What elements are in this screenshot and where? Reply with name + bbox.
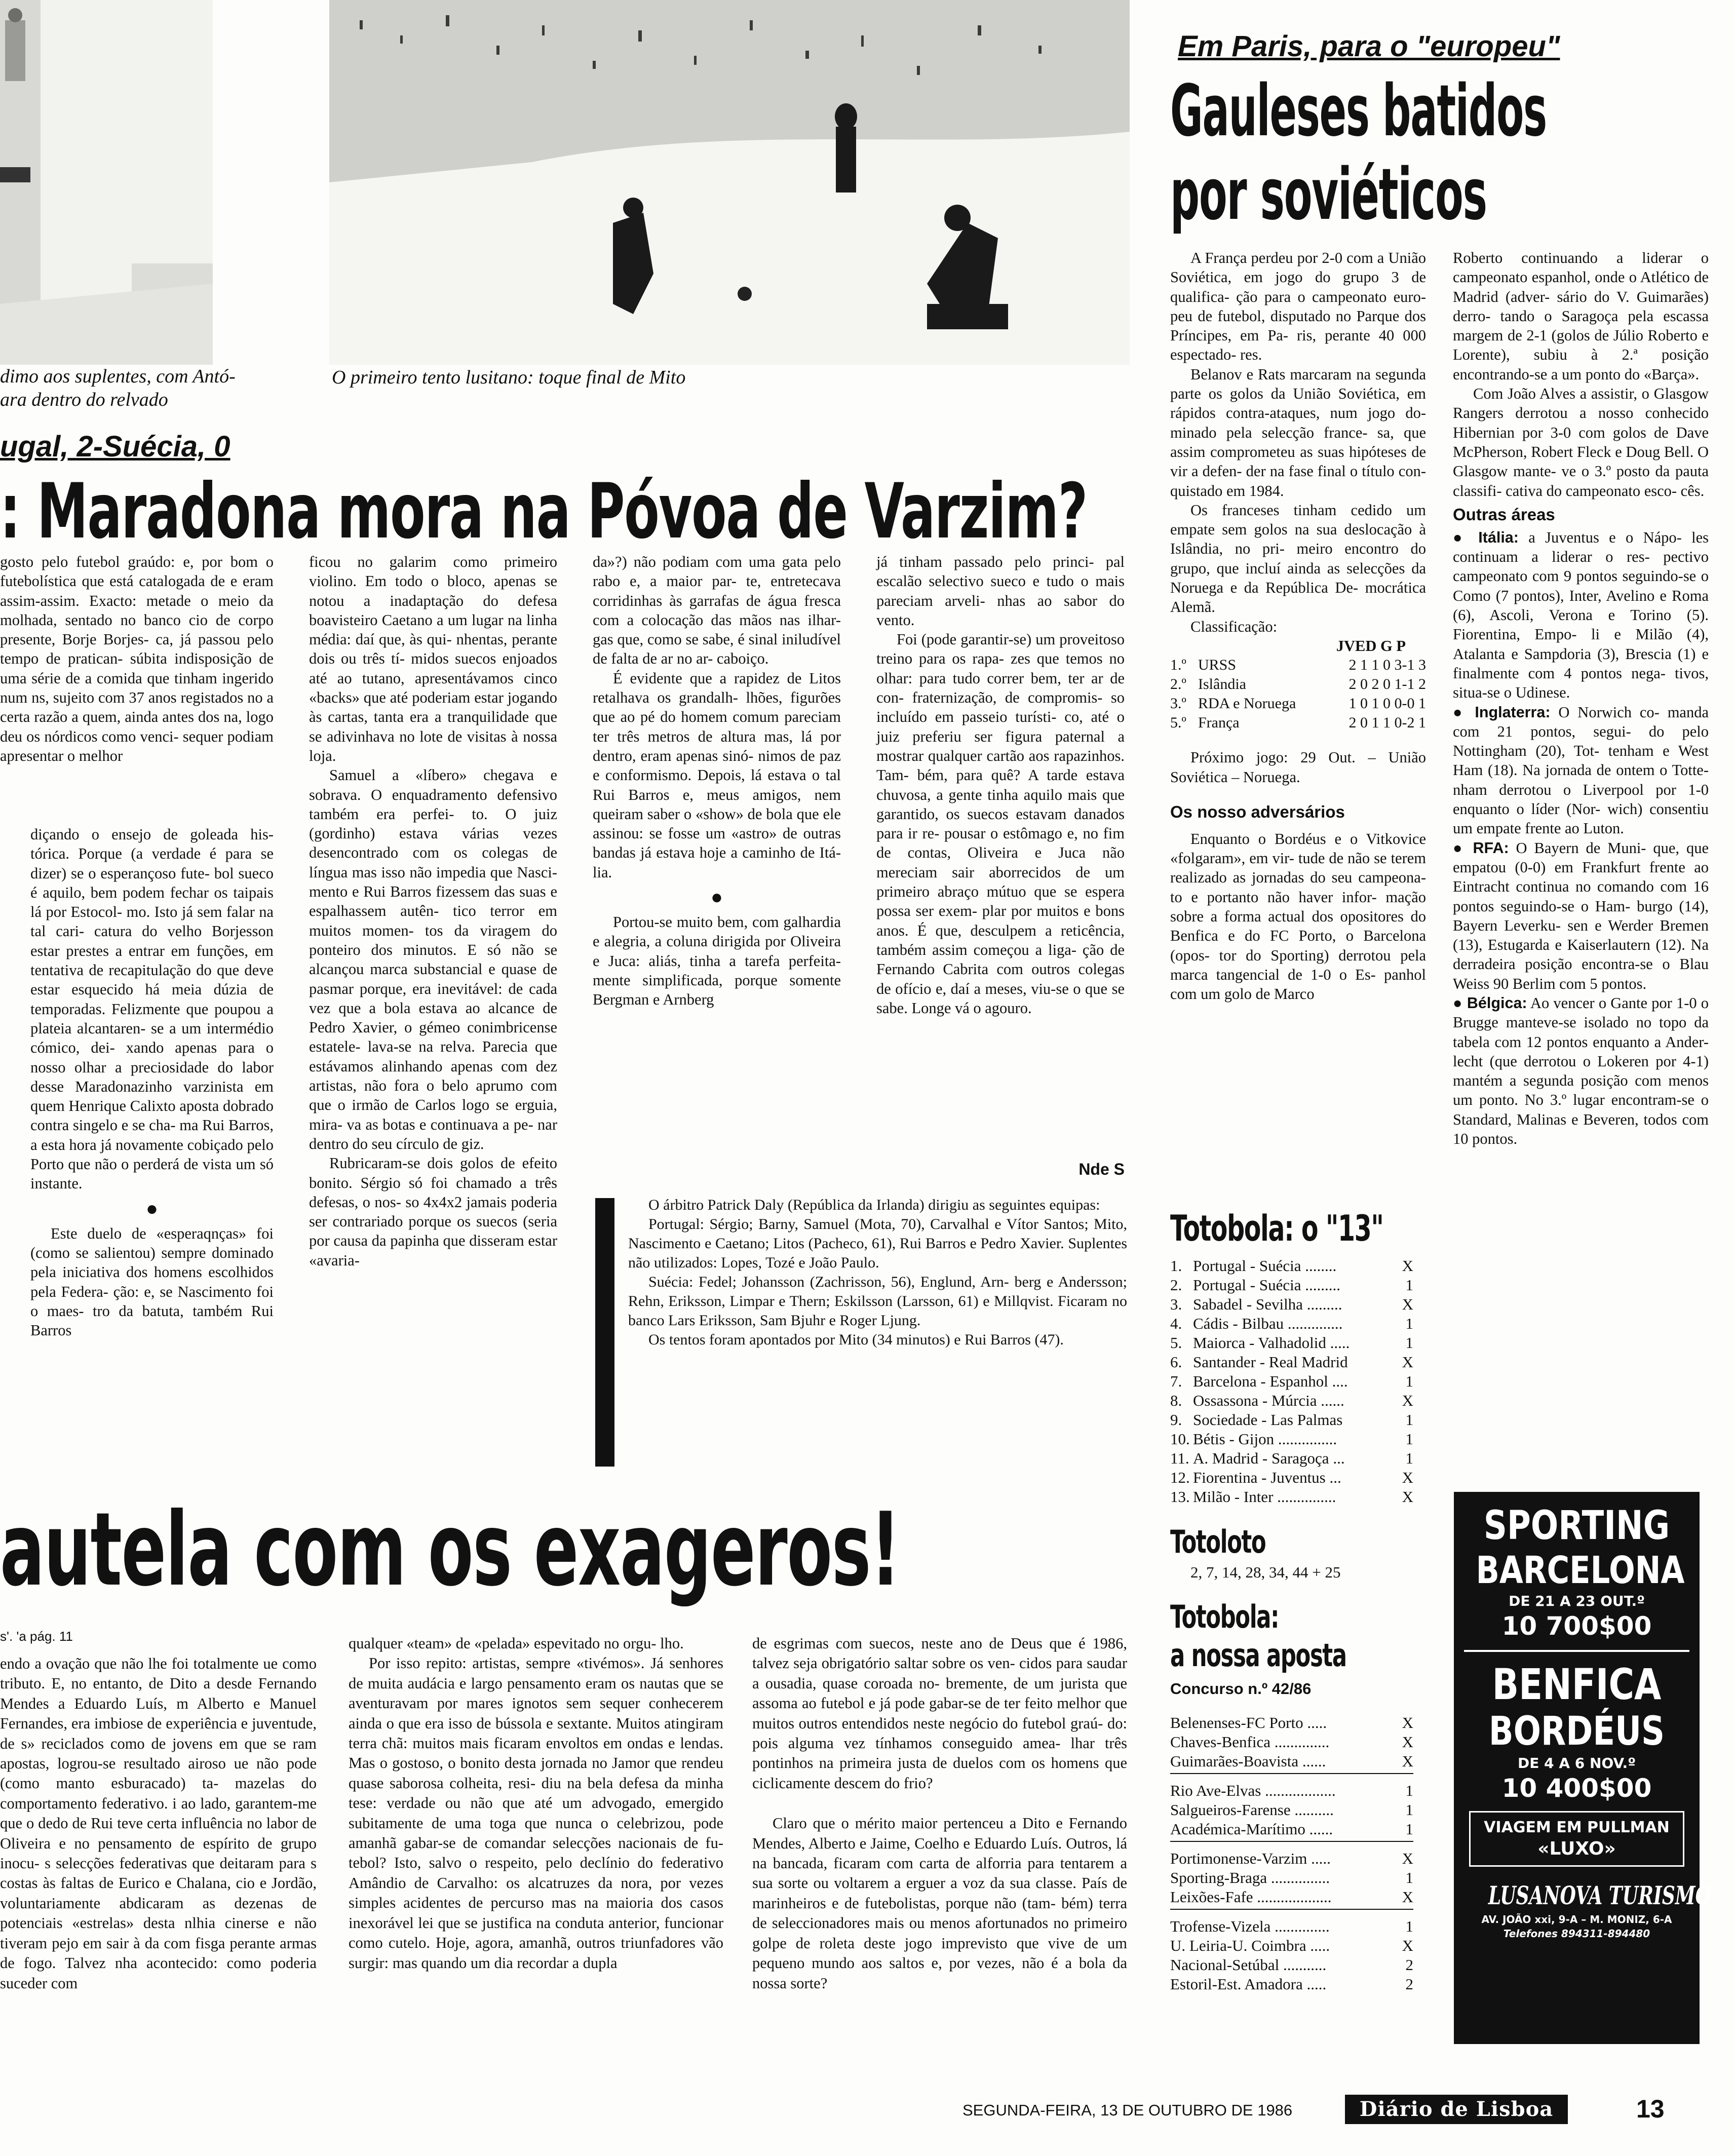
second-col3 [752, 1634, 1127, 1993]
ad-bordeus: BORDÉUS [1488, 1709, 1665, 1754]
main-col1-p1: diçando o ensejo de goleada his- tórica. Porque (a verdade é para se dizer) se o esperançoso fute- bol sueco é aquilo, bem podem fechar os taipais lá por Estocol- mo. Isto já sem falar na tal cari- catura do velho Borjesson estar prestes a entrar em funções, em tentativa de recapitulação do que deve estar esquecido há meia dúzia de temporadas. Felizmente que poupou a plateia alcantaren- se a um intermédio cómico, dei- xando apenas para o nosso olhar a preciosidade do labor desse Maradonazinho varzinista em quem Henrique Calixto aposta dobrado contra singelo e se cha- ma Rui Barros, a esta hora já novamente cobiçado pelo Porto que não o perderá de vista um só instante. [30, 826, 274, 1192]
aposta-result: X [1402, 1752, 1413, 1770]
belgica-label: ● Bélgica: [1453, 994, 1527, 1012]
main-col4-p2: Foi (pode garantir-se) um proveitoso treino para os rapa- zes que temos no olhar: para tudo correr bem, ter ar de con- fraternização, de compromis- so incluído em passeio turísti- co, até o juiz preferiu ser figura paternal a mostrar qualquer cartão aos rapazinhos. Tam- bém, para quê? A tarde estava chuvosa, a gente tinha aquilo mais que garantido, os suecos estavam danados para ir re- pousar o estômago e, no fim de contas, Oliveira e Juca não mereciam sair aborrecidos de um primeiro abraço mútuo que se espera possa ser exem- plar por muitos e bons anos. É que, desculpem a reticência, também assim começou a liga- ção de Fernando Cabrita com outros colegas de ofício e, daí a meses, viu-se o que se sabe. Longe vá o agouro. [876, 631, 1125, 1017]
aposta-match: Belenenses-FC Porto ..... [1170, 1714, 1327, 1731]
second-col1-text: endo a ovação que não lhe foi totalmente ue como tributo. E, no entanto, de Dito a desde Fernando Mendes a Eduardo Luís, m Alberto e Manuel Fernandes, era imbiose de experiência e juventude, de s» reciclados como de jovens em que se ram apostas, logrou-se resultado airoso ue não pode (como manto esburacado) ta- mazelas do comportamento federativo. i ao lado, garantem-me que o dedo de Rui teve certa influência no labor de Oliveira e no pensamento de espírito de grupo inocu- s selecções federativas que deitaram para s costas às faltas de Eurico e Chalana, cio e Jordão, voluntariamente abdicaram as dezenas de potenciais «estrelas» desta nlhia cinerse e não tiveram pejo em sair à da com fisga perante armas de fogo. Talvez nha acontecido: como poderia suceder com [0, 1655, 317, 1992]
aposta-row [1170, 1975, 1413, 1994]
main-col3-p1: da»?) não podiam com uma gata pelo rabo e, a maior par- te, entretecava corridinhas às garrafas de água fresca com a colocação das mãos nas ilhar- gas que, como se sabe, é sinal iniludível de falta de ar no ar- caboiço. [593, 553, 841, 668]
totobola-result: X [1402, 1353, 1413, 1371]
right-p1: Roberto continuando a liderar o campeonato espanhol, onde o Atlético de Madrid (adver- sário do V. Guimarães) derro- tando o Saragoça pela escassa margem de 2-1 (golos de Júlio Roberto e Lorente), subiu à 2.ª posição encontrando-se a um ponto do «Barça». [1453, 249, 1709, 383]
standings-stats: 2 0 1 1 0-2 1 [1348, 714, 1426, 732]
right-inglaterra [1453, 703, 1709, 838]
aposta-group-1 [1170, 1713, 1413, 1774]
totobola-result: 1 [1405, 1411, 1413, 1429]
totobola-match: A. Madrid - Saragoça ... [1193, 1449, 1345, 1467]
euro-next-game: Próximo jogo: 29 Out. – União Soviética – Noruega. [1170, 749, 1426, 786]
photo-left-caption: dimo aos suplentes, com Antó- ara dentro do relvado [0, 366, 236, 410]
standings-pos: 1.º [1170, 657, 1186, 674]
totobola-row [1170, 1314, 1413, 1333]
totobola-row [1170, 1276, 1413, 1295]
main-col1-top-text: gosto pelo futebol graúdo: e, por bom o futebolística que está catalogada de e eram assim-assim. Exacto: metade o meio da molhada, sentado no banco cio de corpo presente, Borje Borjes- ca, já passou pelo tempo de pratican- súbita indisposição de uma série de a comida que tinham ingerido num ns, sujeito com 37 anos registados no a certa razão a quem, ainda antes dos na, logo deu os nórdicos como venci- sequer podiam apresentar o melhor [0, 553, 274, 764]
ad-sporting: SPORTING [1483, 1503, 1670, 1549]
aposta-match: Portimonense-Varzim ..... [1170, 1850, 1331, 1867]
aposta-result: X [1402, 1888, 1413, 1906]
aposta-row [1170, 1781, 1413, 1800]
outras-areas-title: Outras áreas [1453, 505, 1555, 524]
standings-team: França [1198, 714, 1240, 732]
aposta-result: 2 [1405, 1956, 1413, 1974]
inglaterra-label: ● Inglaterra: [1453, 703, 1551, 721]
ad-barcelona: BARCELONA [1476, 1549, 1685, 1592]
lineup-portugal: Portugal: Sérgio; Barny, Samuel (Mota, 70), Carvalhal e Vítor Santos; Mito, Nascimento e Caetano; Litos (Pacheco, 61), Rui Barros e Pedro Xavier. Suplentes não utilizados: Lopes, Tozé e João Paulo. [628, 1216, 1127, 1271]
ad-benfica: BENFICA [1492, 1660, 1662, 1709]
lineup-goals: Os tentos foram apontados por Mito (34 minutos) e Rui Barros (47). [648, 1331, 1064, 1348]
totobola-result: X [1402, 1295, 1413, 1313]
aposta-row [1170, 1955, 1413, 1975]
standings-pos: 5.º [1170, 714, 1186, 732]
main-col2 [309, 552, 557, 1270]
aposta-title-2: a nossa aposta [1170, 1637, 1346, 1674]
ad-dates-2: DE 4 A 6 NOV.º [1518, 1755, 1636, 1772]
travel-advert[interactable] [1454, 1492, 1711, 2044]
aposta-match: Sporting-Braga ............... [1170, 1869, 1330, 1886]
totobola-list [1170, 1256, 1413, 1507]
aposta-result: 2 [1405, 1975, 1413, 1993]
right-rfa [1453, 838, 1709, 993]
standings-row [1170, 675, 1426, 694]
totobola-match: Barcelona - Espanhol .... [1193, 1372, 1348, 1390]
second-col2 [349, 1634, 723, 1973]
footer-date: SEGUNDA-FEIRA, 13 DE OUTUBRO DE 1986 [962, 2101, 1293, 2119]
totobola-match: Ossassona - Múrcia ...... [1193, 1392, 1344, 1409]
standings-row [1170, 694, 1426, 713]
totobola-result: X [1402, 1488, 1413, 1506]
aposta-result: 1 [1405, 1869, 1413, 1886]
italia-label: ● Itália: [1453, 528, 1519, 546]
totoloto-numbers: 2, 7, 14, 28, 34, 44 + 25 [1190, 1563, 1341, 1581]
aposta-row [1170, 1732, 1413, 1752]
totobola-row [1170, 1295, 1413, 1314]
standings-team: URSS [1198, 657, 1237, 674]
aposta-row [1170, 1868, 1413, 1888]
second-jump-ref: s'. 'a pág. 11 [0, 1629, 73, 1644]
totobola-result: 1 [1405, 1334, 1413, 1352]
aposta-result: 1 [1405, 1782, 1413, 1799]
totobola-num: 2. [1170, 1276, 1182, 1294]
totobola-row [1170, 1410, 1413, 1430]
aposta-match: Rio Ave-Elvas .................. [1170, 1782, 1336, 1799]
aposta-row [1170, 1713, 1413, 1732]
footer-page-number: 13 [1636, 2095, 1665, 2123]
aposta-result: 1 [1405, 1917, 1413, 1935]
totobola-num: 7. [1170, 1372, 1182, 1390]
lineup-referee: O árbitro Patrick Daly (República da Irlanda) dirigiu as seguintes equipas: [648, 1197, 1100, 1213]
belgica-text: Ao vencer o Gante por 1-0 o Brugge manteve-se isolado no topo da tabela com 12 pontos enquanto a Ander- lecht (que derrotou o Lokeren por 4-1) mantém a segunda posição com menos um ponto. No 3.º lugar encontram-se o Standard, Malinas e Beveren, todos com 10 pontos. [1453, 994, 1709, 1148]
aposta-result: X [1402, 1850, 1413, 1867]
euro-p2: Belanov e Rats marcaram na segunda parte os golos da União Soviética, em rápidos contra-ataques, num jogo do- minado pela selecção france- sa, que assim comprometeu as suas hipóteses de vir a defen- der na fase final o título con- quistado em 1984. [1170, 365, 1426, 499]
second-col3-p2: Claro que o mérito maior pertenceu a Dito e Fernando Mendes, Alberto e Jaime, Coelho e Eduardo Luís. Outros, lá na bancada, ficaram com carta de alforria para tentarem a sua sorte ou voltarem a erguer a voz da sua classe. País de marinheiros e de futebolistas, porque não (tam- bém) terra de seleccionadores mais ou menos afortunados no primeiro golpe de roleta deste jogo imprevisto que vive de um pequeno mundo aos saltos e, por vezes, não é a bola da nossa sorte? [752, 1815, 1127, 1992]
totobola-num: 1. [1170, 1257, 1182, 1275]
totobola-row [1170, 1430, 1413, 1449]
photo-center [329, 0, 1130, 365]
totobola-num: 9. [1170, 1411, 1182, 1429]
main-signature: Nde S [1078, 1160, 1125, 1178]
photo-center-caption: O primeiro tento lusitano: toque final de Mito [332, 367, 686, 388]
right-col [1453, 248, 1709, 1148]
euro-col [1170, 248, 1426, 1004]
aposta-group-3 [1170, 1849, 1413, 1910]
aposta-result: X [1402, 1714, 1413, 1731]
totobola-match: Milão - Inter ............... [1193, 1488, 1336, 1506]
totobola-num: 4. [1170, 1315, 1182, 1332]
ad-divider [1464, 1650, 1689, 1652]
standings-row [1170, 713, 1426, 733]
main-col1-bottom [30, 825, 274, 1340]
standings-table [1170, 656, 1426, 733]
totoloto-title: Totoloto [1170, 1523, 1266, 1560]
right-belgica [1453, 993, 1709, 1148]
euro-headline-2: por soviéticos [1170, 153, 1487, 236]
ad-phones: Telefones 894311-894480 [1503, 1928, 1650, 1940]
euro-kicker: Em Paris, para o "europeu" [1178, 30, 1560, 63]
totobola-row [1170, 1353, 1413, 1372]
main-kicker: ugal, 2-Suécia, 0 [0, 430, 230, 463]
adversarios-p1: Enquanto o Bordéus e o Vitkovice «folgaram», em vir- tude de não se terem realizado as jornadas do seu campeona- to e portanto não haver infor- mação sobre a forma actual dos opositores do Benfica e do FC Porto, o Barcelona (opos- tor do Sporting) derrotou pela marca tangencial de 1-0 o Es- panhol com um golo de Marco [1170, 830, 1426, 1003]
right-italia [1453, 528, 1709, 703]
totobola-row [1170, 1256, 1413, 1276]
second-col2-p2: Por isso repito: artistas, sempre «tivémos». Já senhores de muita audácia e largo pensamento eram os nautas que se aventuravam por mares ignotos sem sequer conhecerem ainda o que era isso de bússola e sextante. Muitos atingiram terra chã: muitos mais ficaram envoltos em ondas e lendas. Mas o gostoso, o bonito desta jornada no Jamor que rendeu quase saborosa colheita, resi- diu na bela defesa da minha tese: verdade ou não que até um advogado, emergido subitamente de uma toga que nunca o celebrizou, pode amanhã gabar-se de comandar selecções nacionais de fu- tebol? Isto, salvo o respeito, pelo declínio do federativo Amândio de Carvalho: os alcatruzes da nora, por vezes simples acidentes de percurso mas na maioria dos casos inexorável lei que se justifica na conduta anterior, funcionar como cutelo. Hoje, agora, amanhã, outros triunfadores vão surgir: mas quando um dia recordar a dupla [349, 1654, 723, 1972]
totobola-result: 1 [1405, 1449, 1413, 1467]
totobola-result: X [1402, 1469, 1413, 1486]
photo-left [0, 0, 213, 365]
standings-row [1170, 656, 1426, 675]
ad-pullman-box [1469, 1811, 1684, 1867]
totobola-result: X [1402, 1257, 1413, 1275]
main-col3-p3: Portou-se muito bem, com galhardia e alegria, a coluna dirigida por Oliveira e Juca: aliás, tinha a tarefa perfeita- mente simplificada, porque somente Bergman e Arnberg [593, 913, 841, 1009]
main-col4-p1: já tinham passado pelo princi- pal escalão selectivo sueco e tudo o mais pareciam arveli- nhas ao sabor do vento. [876, 553, 1125, 629]
ad-address: AV. JOÃO xxi, 9-A – M. MONIZ, 6-A [1481, 1913, 1672, 1926]
main-col3 [593, 552, 841, 1010]
standings-team: RDA e Noruega [1198, 695, 1296, 712]
totobola-row [1170, 1391, 1413, 1410]
ad-price-2: 10 400$00 [1501, 1774, 1652, 1803]
inglaterra-text: O Norwich co- manda com 21 pontos, segui- do pelo Nottingham (20), Tot- tenham e West Ham (18). Na jornada de ontem o Totte- nham derrotou o Liverpool por 1-0 enquanto o líder (Nor- wich) consentiu um empate frente ao Luton. [1453, 703, 1709, 837]
aposta-match: Nacional-Setúbal ........... [1170, 1956, 1327, 1974]
standings-stats: 1 0 1 0 0-0 1 [1348, 695, 1426, 712]
right-p2: Com João Alves a assistir, o Glasgow Rangers derrotou a nosso conhecido Hibernian por 3-0 com golos de Dave McPherson, Robert Fleck e Doug Bell. O Glasgow mante- ve o 3.º posto da pauta classifi- cativa do campeonato esco- cês. [1453, 385, 1709, 499]
lineup-suecia: Suécia: Fedel; Johansson (Zachrisson, 56), Englund, Arn- berg e Andersson; Rehn, Eriksson, Limpar e Thern; Eskilsson (Larsson, 61) e Millqvist. Ficaram no banco Lars Eriksson, Sam Bjuhr e Roger Ljung. [628, 1274, 1127, 1329]
aposta-match: Guimarães-Boavista ...... [1170, 1752, 1326, 1770]
aposta-match: Leixões-Fafe ................... [1170, 1888, 1332, 1906]
aposta-match: Chaves-Benfica .............. [1170, 1733, 1330, 1751]
section-bullet: ● [145, 1197, 159, 1220]
totobola-title: Totobola: o "13" [1170, 1208, 1383, 1249]
aposta-result: 1 [1405, 1820, 1413, 1838]
second-col2-p1: qualquer «team» de «pelada» espevitado no orgu- lho. [349, 1635, 684, 1652]
aposta-match: U. Leiria-U. Coimbra ..... [1170, 1937, 1330, 1954]
totobola-result: X [1402, 1392, 1413, 1409]
totobola-row [1170, 1487, 1413, 1507]
aposta-row [1170, 1849, 1413, 1868]
totobola-match: Bétis - Gijon ............... [1193, 1430, 1337, 1448]
euro-headline-1: Gauleses batidos [1170, 70, 1547, 152]
totobola-match: Maiorca - Valhadolid ..... [1193, 1334, 1350, 1352]
standings-stats: 2 0 2 0 1-1 2 [1348, 676, 1426, 693]
aposta-row [1170, 1752, 1413, 1771]
totobola-result: 1 [1405, 1315, 1413, 1332]
concurso-label: Concurso n.º 42/86 [1170, 1680, 1312, 1698]
masthead-text: Diário de Lisboa [1359, 2097, 1554, 2121]
second-headline: autela com os exageros! [0, 1491, 900, 1609]
totobola-match: Fiorentina - Juventus ... [1193, 1469, 1341, 1486]
totobola-match: Cádis - Bilbau .............. [1193, 1315, 1343, 1332]
main-col2-p2: Samuel a «líbero» chegava e sobrava. O enquadramento defensivo também era perfei- to. O juiz (gordinho) estava várias vezes desencontrado com os colegas de língua mas isso não impedia que Nasci- mento e Rui Barros fizessem das suas e espalhassem autên- tico terror em muitos momen- tos da viragem do ponteiro dos minutos. E só não se alcançou marca substancial e quase de pasmar porque, era inevitável: de cada vez que a bola estava ao alcance de Pedro Xavier, o gémeo conimbricense estatele- lava-se na relva. Parecia que estávamos alinhando apenas com dez artistas, não fora o belo aprumo com que o irmão de Carlos logo se erguia, mira- va as botas e continuava a pe- nar dentro do seu círculo de giz. [309, 766, 557, 1152]
totobola-num: 11. [1170, 1449, 1189, 1467]
main-col1-p2: Este duelo de «esperaqnças» foi (como se salientou) sempre dominado pela iniciativa dos homens escolhidos pela Federa- ção: e, se Nascimento foi o maes- tro da batuta, também Rui Barros [30, 1224, 274, 1339]
standings-stats: 2 1 1 0 3-1 3 [1348, 657, 1426, 674]
standings-pos: 2.º [1170, 676, 1186, 693]
aposta-group-2 [1170, 1781, 1413, 1842]
euro-classif-label: Classificação: [1190, 618, 1278, 635]
photo-center-image [329, 0, 1130, 365]
totobola-match: Santander - Real Madrid [1193, 1353, 1348, 1371]
totobola-block [1170, 1206, 1413, 1994]
lineup-bar [595, 1198, 614, 1467]
main-col2-p1: ficou no galarim como primeiro violino. Em todo o bloco, apenas se notou a inadaptação do defesa boavisteiro Caetano a um lugar na linha média: daí que, às qui- nhentas, perante dois ou três tí- midos suecos enjoados até ao tutano, apresentávamos cinco «backs» que até poderiam estar jogando às cartas, tanta era a tranquilidade que se adivinhava no lote de visitas à nossa loja. [309, 553, 557, 764]
euro-p3: Os franceses tinham cedido um empate sem golos na sua deslocação à Islândia, no pri- meiro encontro do grupo, que incluí ainda as selecções da Noruega e da República De- mocrática Alemã. [1170, 501, 1426, 616]
totobola-match: Portugal - Suécia ......... [1193, 1276, 1341, 1294]
ad-brand: LUSANOVA TURISMO [1488, 1880, 1711, 1910]
rfa-label: ● RFA: [1453, 839, 1509, 857]
totobola-match: Sabadel - Sevilha ......... [1193, 1295, 1342, 1313]
totobola-num: 6. [1170, 1353, 1182, 1371]
ad-price-1: 10 700$00 [1501, 1611, 1652, 1641]
totobola-num: 5. [1170, 1334, 1182, 1352]
aposta-group-4 [1170, 1917, 1413, 1994]
photo-left-image [0, 0, 213, 365]
totobola-num: 3. [1170, 1295, 1182, 1313]
totobola-match: Sociedade - Las Palmas [1193, 1411, 1343, 1429]
aposta-row [1170, 1888, 1413, 1907]
adversarios-title: Os nosso adversários [1170, 802, 1345, 821]
footer-masthead [1345, 2095, 1568, 2124]
totobola-row [1170, 1449, 1413, 1468]
rfa-text: O Bayern de Muni- que, que empatou (0-0) em Frankfurt frente ao Eintracht continua no comando com 16 pontos seguindo-se o Ham- burgo (14), Bayern Leverku- sen e Werder Bremen (13), Estugarda e Kaiserlautern (12). Na derradeira posição encontra-se o Blau Weiss 90 Berlim com 5 pontos. [1453, 839, 1709, 992]
aposta-result: X [1402, 1937, 1413, 1954]
main-headline: : Maradona mora na Póvoa de Varzim? [0, 468, 1087, 556]
standings-team: Islândia [1198, 676, 1246, 693]
euro-p1: A França perdeu por 2-0 com a União Soviética, em jogo do grupo 3 de qualifica- ção para o campeonato euro- peu de futebol, disputado no Parque dos Príncipes, em Pa- ris, perante 40 000 espectado- res. [1170, 249, 1426, 364]
totobola-row [1170, 1468, 1413, 1487]
standings-pos: 3.º [1170, 695, 1186, 712]
aposta-row [1170, 1800, 1413, 1820]
totobola-match: Portugal - Suécia ........ [1193, 1257, 1337, 1275]
second-col1 [0, 1654, 317, 1993]
euro-classif-header: JVED G P [1336, 637, 1406, 654]
totobola-num: 10. [1170, 1430, 1190, 1448]
aposta-title-1: Totobola: [1170, 1598, 1279, 1635]
aposta-match: Salgueiros-Farense .......... [1170, 1801, 1334, 1819]
lineup-box [628, 1196, 1127, 1350]
aposta-match: Académica-Marítimo ...... [1170, 1820, 1333, 1838]
totobola-row [1170, 1333, 1413, 1353]
totobola-num: 13. [1170, 1488, 1190, 1506]
totobola-result: 1 [1405, 1430, 1413, 1448]
ad-luxo: «LUXO» [1537, 1838, 1616, 1859]
aposta-result: X [1402, 1733, 1413, 1751]
section-bullet-2: ● [710, 885, 723, 909]
totobola-row [1170, 1372, 1413, 1391]
main-col3-p2: É evidente que a rapidez de Litos retalhava os grandalh- lhões, figurões que ao pé do homem comum pareciam ter três metros de altura mas, lá por dentro, eram apenas sinó- nimos de paz e conformismo. Depois, lá estava o tal Rui Barros e, meus amigos, nem queiram saber o «show» de bola que ele assinou: se fosse um «astro» de outras bandas já estava hoje a caminho de Itá- lia. [593, 669, 841, 881]
totobola-result: 1 [1405, 1372, 1413, 1390]
second-col3-p1: de esgrimas com suecos, neste ano de Deus que é 1986, talvez seja obrigatório saltar sobre os ven- cidos para saudar a ousadia, quase coroada no- bremente, de um jurista que assoma ao futebol e já pode gabar-se de ter feito melhor que muitos outros entendidos neste negócio do futebol graú- do: pois alguma vez tínhamos conseguido amea- lhar três pontinhos na primeira justa de duelos com os homens que ciclicamente descem do frio? [752, 1635, 1127, 1792]
aposta-match: Trofense-Vizela .............. [1170, 1917, 1330, 1935]
main-col4 [876, 552, 1125, 1018]
totobola-num: 8. [1170, 1392, 1182, 1409]
aposta-row [1170, 1820, 1413, 1839]
main-col1-top [0, 552, 274, 765]
ad-dates-1: DE 21 A 23 OUT.º [1509, 1593, 1645, 1609]
aposta-match: Estoril-Est. Amadora ..... [1170, 1975, 1327, 1993]
main-col2-p3: Rubricaram-se dois golos de efeito bonito. Sérgio só foi chamado a três defesas, o nos- so 4x4x2 jamais poderia ser contrariado porque os suecos (seria por causa da papinha que disseram estar «avaria- [309, 1154, 557, 1269]
aposta-result: 1 [1405, 1801, 1413, 1819]
aposta-row [1170, 1917, 1413, 1936]
italia-text: a Juventus e o Nápo- les continuam a liderar o res- pectivo campeonato com 9 pontos seguindo-se o Como (7 pontos), Inter, Avelino e Roma (6), Ascoli, Verona e Torino (5). Fiorentina, Empo- li e Milão (4), Atalanta e Sampdoria (3), Brescia (1) e finalmente com 4 pontos nega- tivos, situa-se o Udinese. [1453, 528, 1709, 702]
totobola-num: 12. [1170, 1469, 1190, 1486]
totobola-result: 1 [1405, 1276, 1413, 1294]
ad-pullman: VIAGEM EM PULLMAN [1484, 1819, 1670, 1836]
aposta-row [1170, 1936, 1413, 1955]
